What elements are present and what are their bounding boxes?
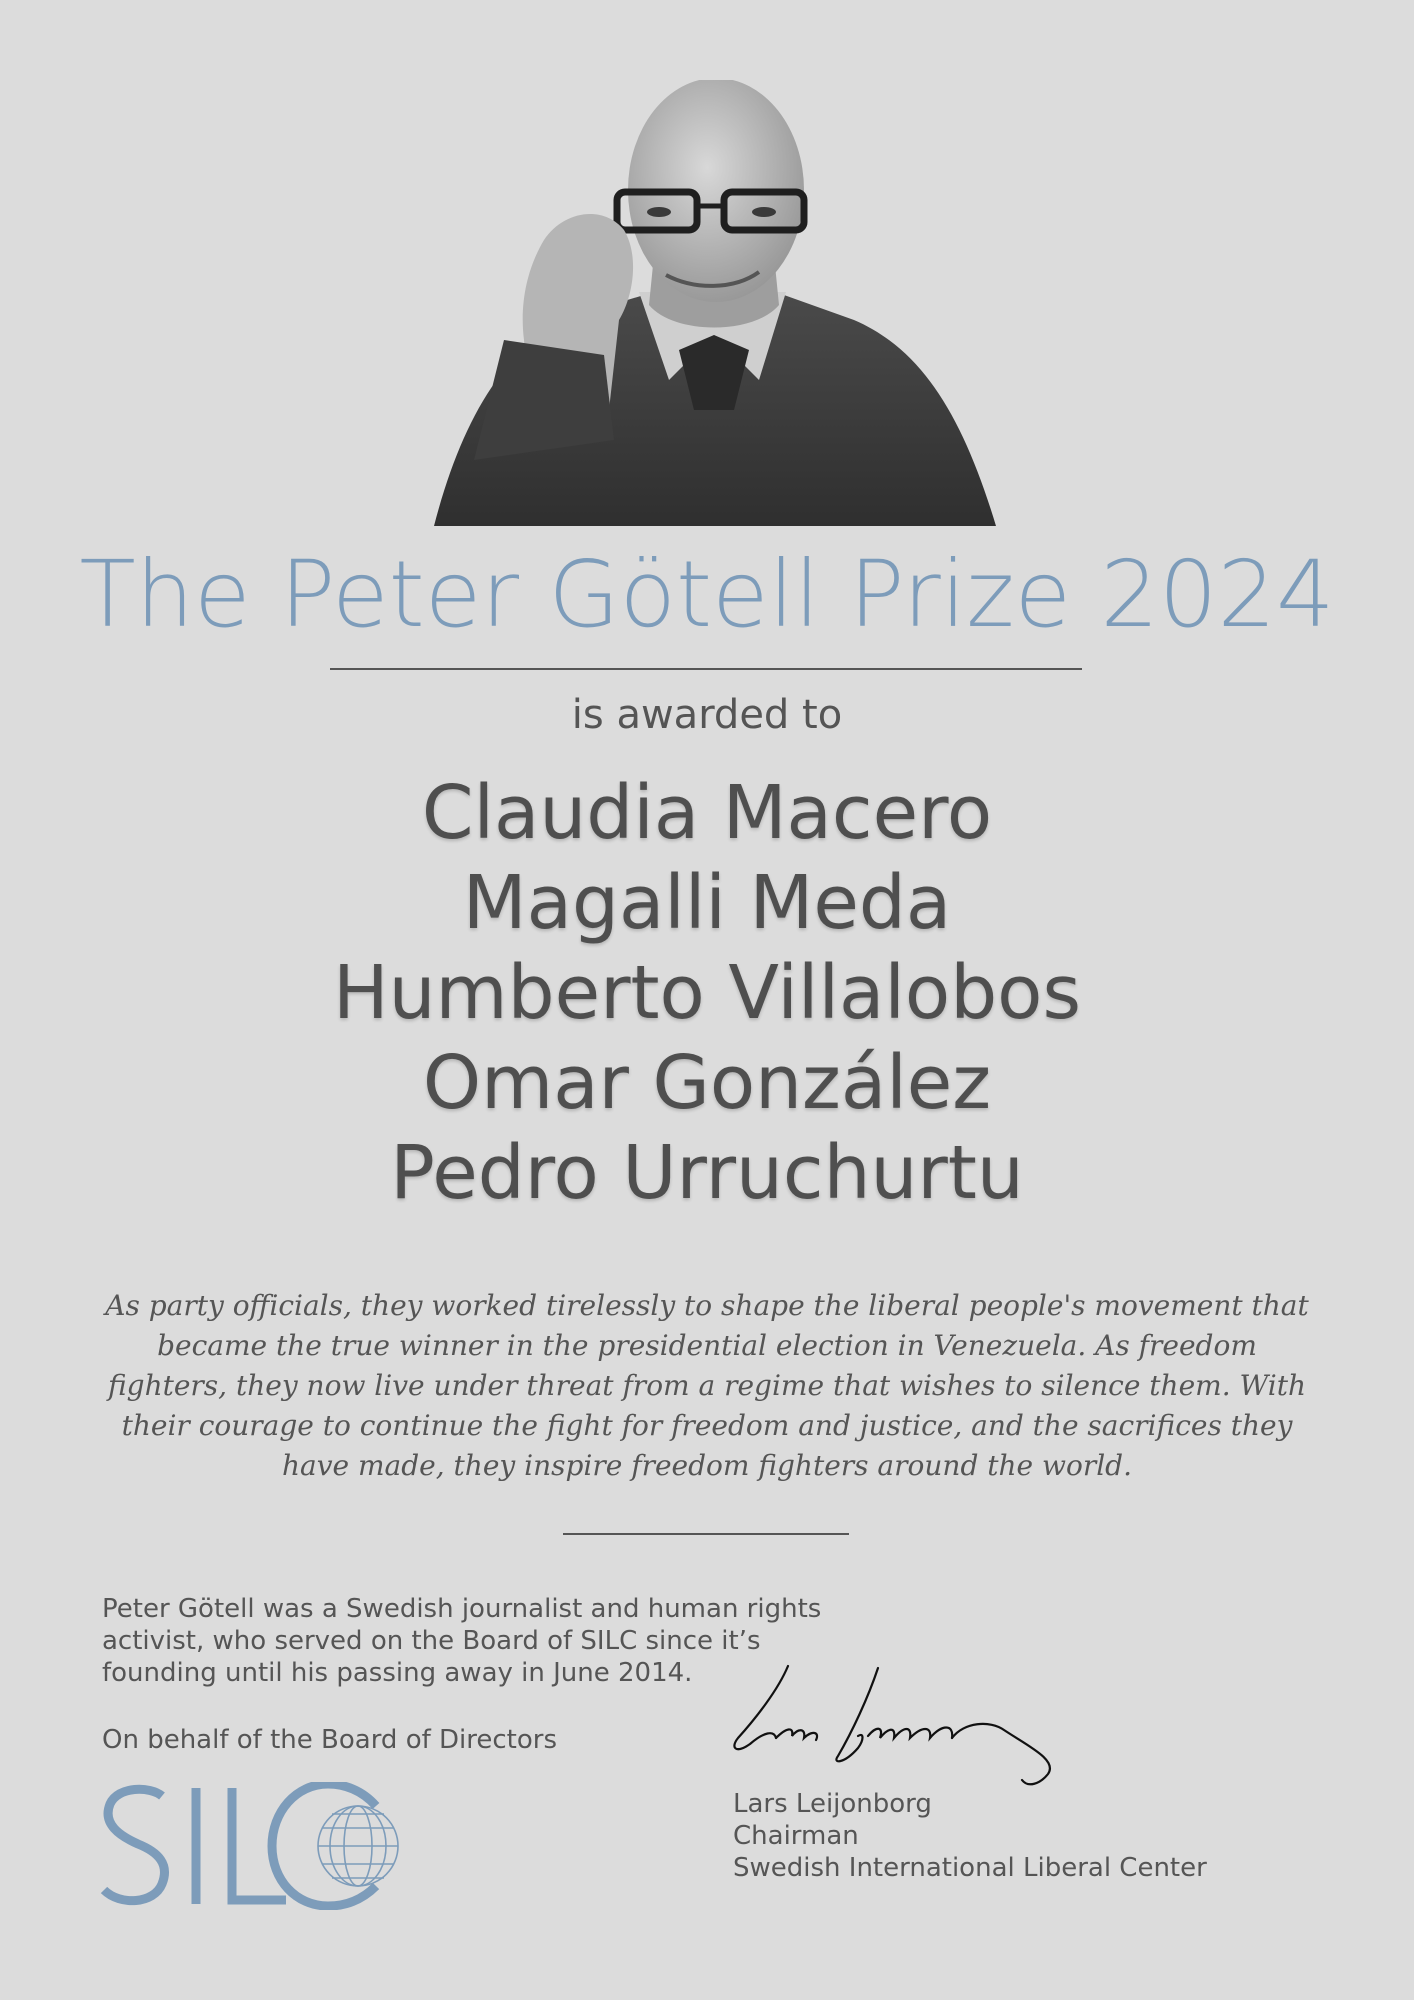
chairman-signature	[728, 1660, 1110, 1792]
peter-gotell-bio: Peter Götell was a Swedish journalist and human rights activist, who served on the Board of SILC since it’s founding until his passing away in June 2014.	[102, 1594, 822, 1688]
signer-title: Chairman	[733, 1821, 859, 1851]
on-behalf-text: On behalf of the Board of Directors	[102, 1725, 558, 1755]
portrait-photo	[434, 80, 996, 526]
awarded-to-text: is awarded to	[571, 692, 843, 738]
recipient-name: Humberto Villalobos	[332, 950, 1082, 1036]
signer-organization: Swedish International Liberal Center	[733, 1853, 1207, 1883]
recipient-name: Pedro Urruchurtu	[390, 1130, 1024, 1216]
recipient-name: Claudia Macero	[421, 770, 993, 856]
recipient-name: Omar González	[422, 1040, 992, 1126]
signer-block	[733, 1788, 1207, 1884]
recipient-list	[0, 768, 1414, 1218]
title-divider	[330, 668, 1082, 670]
signer-name: Lars Leijonborg	[733, 1789, 932, 1819]
citation-divider	[563, 1533, 849, 1535]
silc-logo	[100, 1782, 400, 1910]
recipient-name: Magalli Meda	[462, 860, 952, 946]
prize-citation: As party officials, they worked tirelessly to shape the liberal people's movement that became the true winner in the presidential election in Venezuela. As freedom fighters, they now live under threat from a regime that wishes to silence them. With their courage to continue the fight for freedom and justice, and the sacrifices they have made, they inspire freedom fighters around the world.	[105, 1289, 1309, 1482]
prize-title: The Peter Götell Prize 2024	[79, 541, 1335, 648]
